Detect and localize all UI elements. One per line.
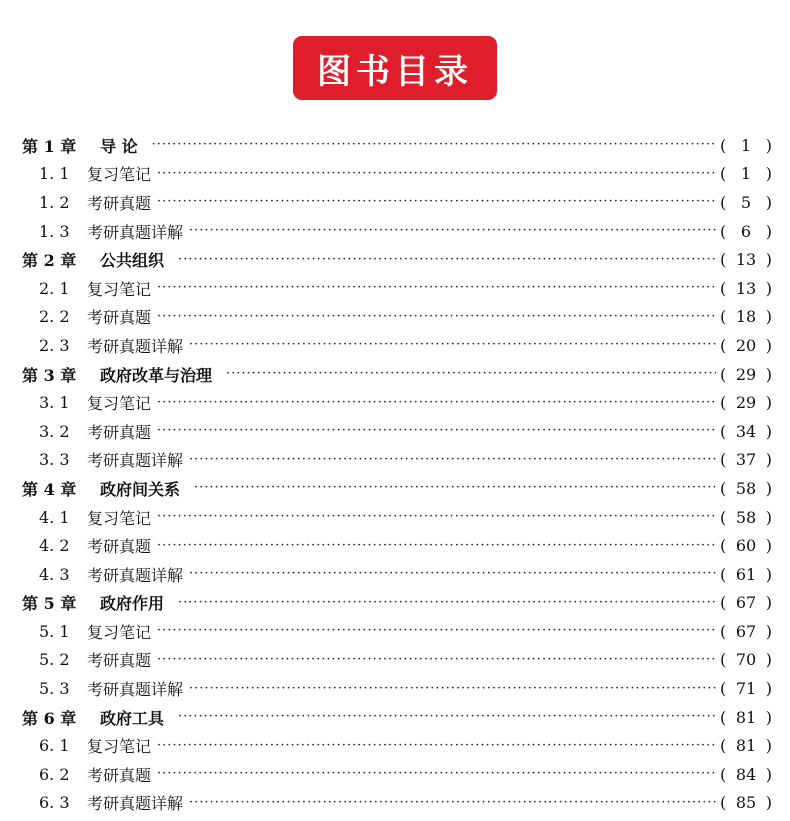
close-paren: ) — [765, 250, 772, 270]
dot-leader — [157, 623, 716, 639]
open-paren: ( — [720, 507, 727, 527]
close-paren: ) — [765, 450, 772, 470]
open-paren: ( — [720, 164, 727, 184]
open-paren: ( — [720, 764, 727, 784]
toc-chapter-row[interactable] — [22, 360, 772, 389]
toc-section-row[interactable] — [22, 531, 772, 560]
page-title-badge: 图书目录 — [293, 36, 497, 100]
toc-entry-number: 3. 2 — [39, 421, 70, 441]
page-value: 71 — [735, 679, 757, 699]
toc-entry-number: 第 2 章 — [22, 251, 77, 271]
toc-page-number — [720, 222, 772, 241]
close-paren: ) — [765, 335, 772, 355]
page-value: 5 — [740, 192, 752, 212]
dot-leader — [152, 137, 716, 153]
dot-leader — [194, 480, 716, 496]
toc-section-row[interactable] — [22, 188, 772, 217]
dot-leader — [157, 395, 716, 411]
toc-entry-number: 第 1 章 — [22, 136, 77, 156]
toc-entry-title: 政府间关系 — [100, 479, 181, 499]
toc-entry-number: 第 4 章 — [22, 479, 77, 499]
open-paren: ( — [720, 593, 727, 613]
open-paren: ( — [720, 221, 727, 241]
open-paren: ( — [720, 135, 727, 155]
close-paren: ) — [765, 164, 772, 184]
page-value: 60 — [735, 536, 757, 556]
page-value: 67 — [735, 621, 757, 641]
open-paren: ( — [720, 450, 727, 470]
toc-chapter-row[interactable] — [22, 131, 772, 160]
toc-entry-title: 考研真题详解 — [87, 336, 184, 356]
page-value: 70 — [735, 650, 757, 670]
toc-entry-number: 2. 3 — [39, 335, 70, 355]
toc-page-number — [720, 250, 772, 269]
page-value: 18 — [735, 307, 757, 327]
toc-section-row[interactable] — [22, 560, 772, 589]
page-value: 13 — [735, 250, 757, 270]
toc-entry-number: 4. 1 — [39, 507, 70, 527]
page-value: 34 — [735, 421, 757, 441]
page-value: 13 — [735, 278, 757, 298]
toc-page-number — [720, 136, 772, 155]
toc-section-row[interactable] — [22, 217, 772, 246]
toc-entry-title: 考研真题 — [87, 193, 152, 213]
toc-page-number — [720, 536, 772, 555]
toc-section-row[interactable] — [22, 646, 772, 675]
toc-section-row[interactable] — [22, 274, 772, 303]
toc-entry-title: 考研真题 — [87, 537, 152, 557]
open-paren: ( — [720, 621, 727, 641]
toc-entry-number: 1. 2 — [39, 192, 70, 212]
dot-leader — [157, 652, 716, 668]
toc-entry-title: 考研真题 — [87, 422, 152, 442]
dot-leader — [157, 509, 716, 525]
page-value: 58 — [735, 478, 757, 498]
toc-entry-number: 3. 1 — [39, 393, 70, 413]
toc-entry-title: 考研真题详解 — [87, 794, 184, 814]
toc-entry-title: 考研真题 — [87, 765, 152, 785]
toc-entry-title: 政府作用 — [100, 594, 165, 614]
dot-leader — [157, 423, 716, 439]
toc-page-number — [720, 765, 772, 784]
toc-section-row[interactable] — [22, 789, 772, 818]
toc-entry-title: 复习笔记 — [87, 165, 152, 185]
toc-entry-number: 2. 2 — [39, 307, 70, 327]
toc-entry-title: 考研真题 — [87, 651, 152, 671]
dot-leader — [189, 337, 716, 353]
toc-entry-number: 4. 3 — [39, 564, 70, 584]
close-paren: ) — [765, 478, 772, 498]
open-paren: ( — [720, 278, 727, 298]
close-paren: ) — [765, 421, 772, 441]
toc-entry-title: 复习笔记 — [87, 622, 152, 642]
toc-page-number — [720, 508, 772, 527]
page-value: 81 — [735, 707, 757, 727]
toc-page-number — [720, 422, 772, 441]
close-paren: ) — [765, 135, 772, 155]
toc-page-number — [720, 450, 772, 469]
close-paren: ) — [765, 221, 772, 241]
close-paren: ) — [765, 564, 772, 584]
toc-entry-title: 考研真题 — [87, 308, 152, 328]
toc-page-number — [720, 393, 772, 412]
toc-section-row[interactable] — [22, 731, 772, 760]
toc-page-number — [720, 622, 772, 641]
toc-page-number — [720, 164, 772, 183]
page-value: 29 — [735, 393, 757, 413]
open-paren: ( — [720, 393, 727, 413]
close-paren: ) — [765, 307, 772, 327]
toc-entry-title: 复习笔记 — [87, 394, 152, 414]
page-value: 67 — [735, 593, 757, 613]
page-value: 37 — [735, 450, 757, 470]
toc-entry-number: 4. 2 — [39, 536, 70, 556]
close-paren: ) — [765, 793, 772, 813]
open-paren: ( — [720, 650, 727, 670]
dot-leader — [157, 309, 716, 325]
toc-section-row[interactable] — [22, 760, 772, 789]
dot-leader — [157, 538, 716, 554]
toc-section-row[interactable] — [22, 331, 772, 360]
toc-entry-number: 6. 3 — [39, 793, 70, 813]
close-paren: ) — [765, 192, 772, 212]
toc-entry-title: 政府改革与治理 — [100, 365, 213, 385]
toc-entry-number: 2. 1 — [39, 278, 70, 298]
toc-page-number — [720, 650, 772, 669]
toc-page-number — [720, 193, 772, 212]
toc-entry-title: 考研真题详解 — [87, 222, 184, 242]
page-value: 81 — [735, 736, 757, 756]
toc-section-row[interactable] — [22, 388, 772, 417]
close-paren: ) — [765, 393, 772, 413]
page-value: 6 — [740, 221, 752, 241]
toc-page-number — [720, 679, 772, 698]
toc-entry-title: 导 论 — [100, 136, 138, 156]
open-paren: ( — [720, 364, 727, 384]
toc-entry-title: 政府工具 — [100, 708, 165, 728]
toc-entry-number: 1. 1 — [39, 164, 70, 184]
open-paren: ( — [720, 192, 727, 212]
open-paren: ( — [720, 335, 727, 355]
open-paren: ( — [720, 564, 727, 584]
close-paren: ) — [765, 536, 772, 556]
title-wrap — [0, 36, 790, 100]
toc-page-number — [720, 593, 772, 612]
close-paren: ) — [765, 764, 772, 784]
toc-entry-title: 复习笔记 — [87, 279, 152, 299]
toc-entry-number: 5. 1 — [39, 621, 70, 641]
dot-leader — [189, 452, 716, 468]
toc-page-number — [720, 565, 772, 584]
toc-section-row[interactable] — [22, 417, 772, 446]
toc-entry-number: 5. 3 — [39, 679, 70, 699]
toc-chapter-row[interactable] — [22, 474, 772, 503]
page-value: 29 — [735, 364, 757, 384]
toc-entry-number: 第 3 章 — [22, 365, 77, 385]
toc-page-number — [720, 479, 772, 498]
open-paren: ( — [720, 536, 727, 556]
toc-page-number — [720, 279, 772, 298]
dot-leader — [189, 566, 716, 582]
close-paren: ) — [765, 650, 772, 670]
open-paren: ( — [720, 250, 727, 270]
open-paren: ( — [720, 478, 727, 498]
toc-section-row[interactable] — [22, 160, 772, 189]
toc-section-row[interactable] — [22, 303, 772, 332]
toc-section-row[interactable] — [22, 503, 772, 532]
toc-entry-number: 3. 3 — [39, 450, 70, 470]
toc-section-row[interactable] — [22, 617, 772, 646]
open-paren: ( — [720, 793, 727, 813]
toc-page-number — [720, 736, 772, 755]
dot-leader — [178, 709, 716, 725]
page-value: 61 — [735, 564, 757, 584]
open-paren: ( — [720, 421, 727, 441]
toc-entry-number: 6. 1 — [39, 736, 70, 756]
toc-entry-number: 5. 2 — [39, 650, 70, 670]
open-paren: ( — [720, 736, 727, 756]
open-paren: ( — [720, 679, 727, 699]
toc-entry-title: 考研真题详解 — [87, 451, 184, 471]
toc-page-number — [720, 307, 772, 326]
page-value: 1 — [740, 164, 752, 184]
toc-page-number — [720, 365, 772, 384]
dot-leader — [226, 366, 716, 382]
toc-entry-title: 考研真题详解 — [87, 565, 184, 585]
open-paren: ( — [720, 307, 727, 327]
toc-chapter-row[interactable] — [22, 589, 772, 618]
toc-chapter-row[interactable] — [22, 245, 772, 274]
close-paren: ) — [765, 707, 772, 727]
close-paren: ) — [765, 621, 772, 641]
close-paren: ) — [765, 593, 772, 613]
dot-leader — [157, 738, 716, 754]
toc-entry-title: 复习笔记 — [87, 737, 152, 757]
toc-entry-title: 公共组织 — [100, 251, 165, 271]
dot-leader — [157, 194, 716, 210]
toc-section-row[interactable] — [22, 674, 772, 703]
open-paren: ( — [720, 707, 727, 727]
table-of-contents — [22, 131, 772, 817]
toc-entry-title: 考研真题详解 — [87, 680, 184, 700]
dot-leader — [189, 681, 716, 697]
dot-leader — [157, 280, 716, 296]
dot-leader — [157, 166, 716, 182]
toc-page-number — [720, 336, 772, 355]
dot-leader — [178, 252, 716, 268]
dot-leader — [189, 223, 716, 239]
toc-section-row[interactable] — [22, 446, 772, 475]
toc-entry-title: 复习笔记 — [87, 508, 152, 528]
close-paren: ) — [765, 364, 772, 384]
page-value: 20 — [735, 335, 757, 355]
page-value: 84 — [735, 764, 757, 784]
toc-entry-number: 6. 2 — [39, 764, 70, 784]
toc-chapter-row[interactable] — [22, 703, 772, 732]
close-paren: ) — [765, 736, 772, 756]
page-value: 85 — [735, 793, 757, 813]
close-paren: ) — [765, 507, 772, 527]
close-paren: ) — [765, 278, 772, 298]
dot-leader — [157, 766, 716, 782]
toc-entry-number: 第 6 章 — [22, 708, 77, 728]
toc-page-number — [720, 793, 772, 812]
page-value: 58 — [735, 507, 757, 527]
close-paren: ) — [765, 679, 772, 699]
toc-entry-number: 第 5 章 — [22, 594, 77, 614]
page-value: 1 — [740, 135, 752, 155]
dot-leader — [178, 595, 716, 611]
dot-leader — [189, 795, 716, 811]
toc-page-number — [720, 708, 772, 727]
toc-entry-number: 1. 3 — [39, 221, 70, 241]
